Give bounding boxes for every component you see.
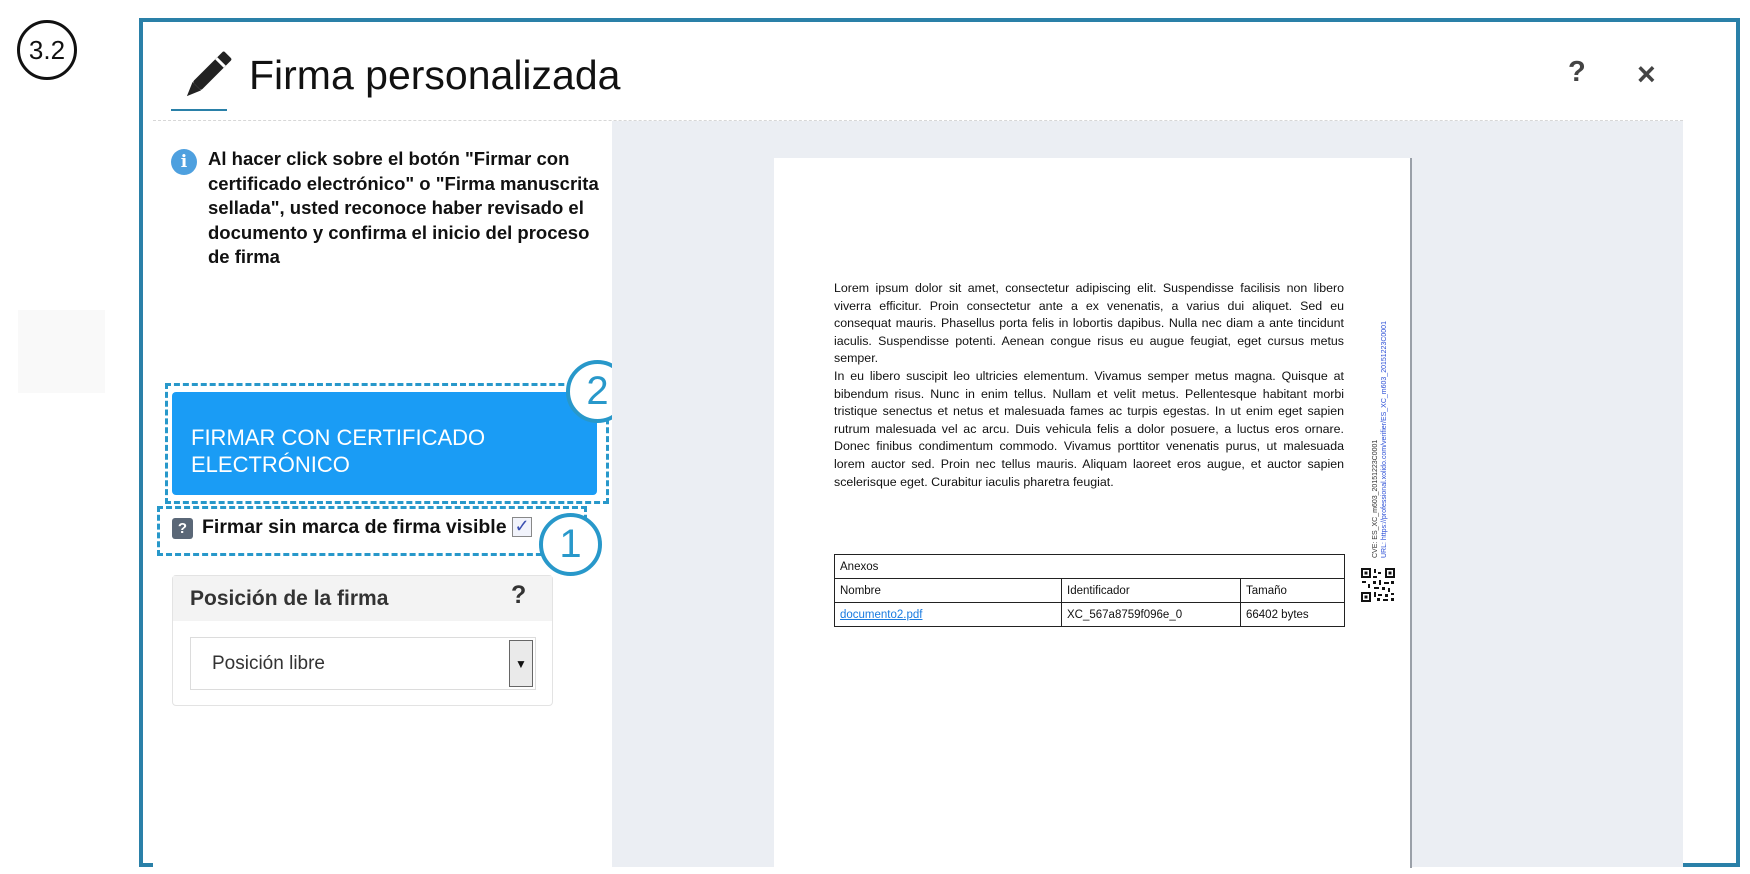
- signature-dialog: [139, 18, 1740, 867]
- step-badge: 3.2: [17, 20, 77, 80]
- table-row: [835, 555, 1345, 579]
- verification-url: URL: https://professional.xolido.com/verifier/ES_XC_m603_20151223C0001: [1381, 321, 1388, 558]
- document-body: [834, 280, 1344, 491]
- annex-title: Anexos: [835, 555, 1345, 579]
- annotation-1: 1: [539, 513, 602, 576]
- position-select[interactable]: [190, 637, 536, 690]
- column-header: Nombre: [835, 579, 1062, 603]
- table-row: [835, 579, 1345, 603]
- sign-button-label-line1: FIRMAR CON CERTIFICADO: [191, 425, 486, 450]
- close-icon[interactable]: ×: [1637, 56, 1656, 92]
- help-icon[interactable]: ?: [511, 581, 527, 609]
- annex-file-cell: [835, 603, 1062, 627]
- highlight-box-1: [157, 506, 587, 556]
- signature-options-sidebar: [153, 121, 612, 867]
- document-paragraph: In eu libero suscipit leo ultricies elementum. Vivamus semper metus magna. Quisque at bibendum risus. Nunc in enim tellus. Nullam et velit metus. Pellentesque habitant morbi tristique senectus et netus et malesuada fames ac turpis egestas. In ut enim eget sapien rutrum malesuada vel ac arcu. Duis vehicula felis a dolor posuere, a luctus eros ornare. Donec finibus condimentum commodo. Vivamus porttitor venenatis purus, ut malesuada lorem auctor sed. Proin nec tellus mauris. Aliquam laoreet eros augue, et auctor sapien scelerisque eget. Curabitur iaculis pharetra feugiat.: [834, 368, 1344, 489]
- annex-id-cell: XC_567a8759f096e_0: [1062, 603, 1241, 627]
- dialog-header: [153, 22, 1683, 121]
- qr-code: [1360, 567, 1396, 603]
- no-visible-mark-checkbox[interactable]: ✓: [512, 517, 532, 537]
- highlight-box-2: [165, 383, 609, 504]
- help-icon[interactable]: ?: [172, 518, 193, 539]
- annex-file-link[interactable]: documento2.pdf: [840, 608, 923, 621]
- column-header: Identificador: [1062, 579, 1241, 603]
- document-preview: [612, 121, 1683, 867]
- sign-button-label-line2: ELECTRÓNICO: [191, 452, 350, 477]
- annex-table: [834, 554, 1345, 627]
- position-select-value: Posición libre: [212, 653, 325, 674]
- column-header: Tamaño: [1241, 579, 1345, 603]
- annotation-2: 2: [566, 360, 629, 423]
- dialog-title: Firma personalizada: [249, 52, 621, 98]
- no-visible-mark-label: Firmar sin marca de firma visible: [202, 516, 507, 538]
- document-page: [774, 158, 1412, 868]
- annex-size-cell: 66402 bytes: [1241, 603, 1345, 627]
- position-panel-header: [173, 576, 552, 621]
- document-paragraph: Lorem ipsum dolor sit amet, consectetur adipiscing elit. Suspendisse facilisis non libero viverra efficitur. Proin consectetur ante a ex venenatis, a varius dui aliquet. Sed eu consequat mauris. Phasellus porta felis in lobortis dapibus. Nulla nec diam a ante tincidunt iaculis. Suspendisse potenti. Aenean congue risus eu augue feugiat, eget cursus metus semper.: [834, 281, 1344, 366]
- background-patch: [18, 310, 105, 393]
- info-message: Al hacer click sobre el botón "Firmar con certificado electrónico" o "Firma manuscrita sellada", usted reconoce haber revisado el documento y confirma el inicio del proceso de firma: [208, 148, 599, 267]
- info-icon: i: [171, 149, 197, 175]
- verification-code: [1371, 321, 1389, 558]
- pen-icon: [171, 42, 241, 112]
- table-row: [835, 603, 1345, 627]
- cve-text: CVE: ES_XC_m603_20151223C0001: [1372, 439, 1379, 558]
- help-icon[interactable]: ?: [1568, 56, 1586, 88]
- signature-position-panel: [172, 575, 553, 706]
- position-panel-title: Posición de la firma: [190, 587, 389, 610]
- chevron-down-icon[interactable]: ▼: [509, 640, 533, 687]
